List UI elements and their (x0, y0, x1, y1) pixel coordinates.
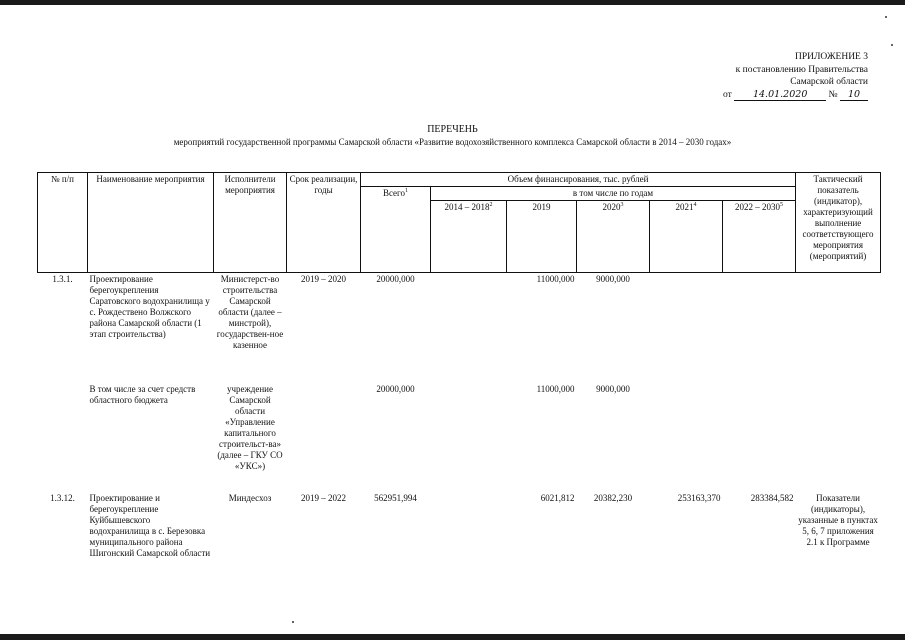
cell-y2021 (650, 383, 723, 492)
cell-period: 2019 – 2022 (301, 492, 346, 503)
scan-speck (885, 16, 887, 18)
header-year-2019: 2019 (507, 201, 577, 273)
appendix-date-line (648, 89, 868, 102)
scan-top-border (0, 0, 905, 5)
document-subtitle: мероприятий государственной программы Самарской области «Развитие водохозяйственного комплекса Самарской области в 2014 – 2030 годах» (173, 137, 732, 147)
cell-period: 2019 – 2020 (301, 274, 346, 284)
document-title: ПЕРЕЧЕНЬ (427, 124, 478, 135)
cell-y2019: 11000,000 (536, 274, 575, 284)
header-funding: Объем финансирования, тыс. рублей (361, 173, 796, 187)
header-executors: Исполнители мероприятия (214, 173, 287, 273)
cell-y2020: 20382,230 (593, 492, 633, 503)
cell-executors: Миндесхоз (228, 492, 272, 503)
footnote-1: 1 (405, 188, 409, 194)
handwritten-date: 14.01.2020 (734, 89, 826, 101)
cell-name: Проектирование и берегоукрепление Куйбышевского водохранилища в с. Березовка муниципального района Шигонский Самарской области (89, 492, 211, 558)
measures-table (37, 172, 881, 602)
cell-name: В том числе за счет средств областного бюджета (89, 383, 196, 405)
cell-total: 20000,000 (376, 274, 415, 284)
appendix-number-label: № (828, 89, 838, 100)
header-by-years: в том числе по годам (431, 187, 796, 201)
cell-period (287, 383, 361, 492)
header-year-2022-2030: 2022 – 2030$^5$ (723, 201, 796, 273)
footnote-2: 2 (489, 202, 493, 208)
header-year-2020: 2020$^3$ (577, 201, 650, 273)
appendix-line-2: Самарской области (790, 77, 868, 87)
footnote-5: 5 (780, 202, 784, 208)
scan-bottom-border (0, 634, 905, 640)
cell-y2022 (723, 383, 796, 492)
cell-num: 1.3.1. (52, 274, 73, 284)
footnote-3: 3 (620, 202, 624, 208)
header-total: Всего$^1$ (361, 187, 431, 273)
cell-name: Проектирование берегоукрепления Саратовского водохранилища у с. Рождествено Волжского района Самарской области (1 этап строительства) (89, 274, 210, 339)
cell-y2019: 6021,812 (540, 492, 575, 503)
cell-y2022 (723, 273, 796, 383)
cell-executors: учреждение Самарской области «Управление капитального строительст-ва» (далее – ГКУ СО «УКС») (217, 383, 283, 471)
cell-y2019: 11000,000 (536, 383, 575, 394)
appendix-title: ПРИЛОЖЕНИЕ 3 (794, 52, 868, 62)
cell-y2014 (431, 383, 507, 492)
footnote-4: 4 (693, 202, 697, 208)
header-indicator: Тактический показатель (индикатор), характеризующий выполнение соответствующего мероприятия (мероприятий) (796, 173, 881, 273)
scan-speck (891, 44, 893, 46)
header-year-2021: 2021$^4$ (650, 201, 723, 273)
cell-executors: Министерст-во строительства Самарской области (далее – минстрой), государствен-ное казенное (216, 274, 284, 350)
header-num: № п/п (38, 173, 88, 273)
appendix-from-label: от (723, 89, 732, 100)
cell-y2020: 9000,000 (596, 383, 630, 394)
cell-y2014 (431, 273, 507, 383)
cell-num: 1.3.12. (50, 492, 75, 503)
cell-num (38, 383, 88, 492)
cell-indicator (796, 383, 881, 492)
handwritten-number: 10 (840, 89, 868, 101)
appendix-block (648, 51, 868, 101)
cell-y2020: 9000,000 (596, 274, 630, 284)
header-year-2014-2018: 2014 – 2018$^2$ (431, 201, 507, 273)
table-row (38, 492, 881, 602)
cell-indicator (796, 273, 881, 383)
scan-speck (292, 621, 294, 623)
cell-y2014 (431, 492, 507, 602)
table-row (38, 273, 881, 383)
cell-total: 20000,000 (376, 383, 415, 394)
header-period: Срок реализации, годы (287, 173, 361, 273)
table-row (38, 383, 881, 492)
cell-y2022: 283384,582 (750, 492, 794, 503)
cell-y2021: 253163,370 (677, 492, 721, 503)
cell-indicator: Показатели (индикаторы), указанные в пунктах 5, 6, 7 приложения 2.1 к Программе (798, 492, 878, 547)
header-name: Наименование мероприятия (88, 173, 214, 273)
cell-total: 562951,994 (374, 492, 417, 503)
appendix-line-1: к постановлению Правительства (735, 64, 868, 75)
cell-y2021 (650, 273, 723, 383)
